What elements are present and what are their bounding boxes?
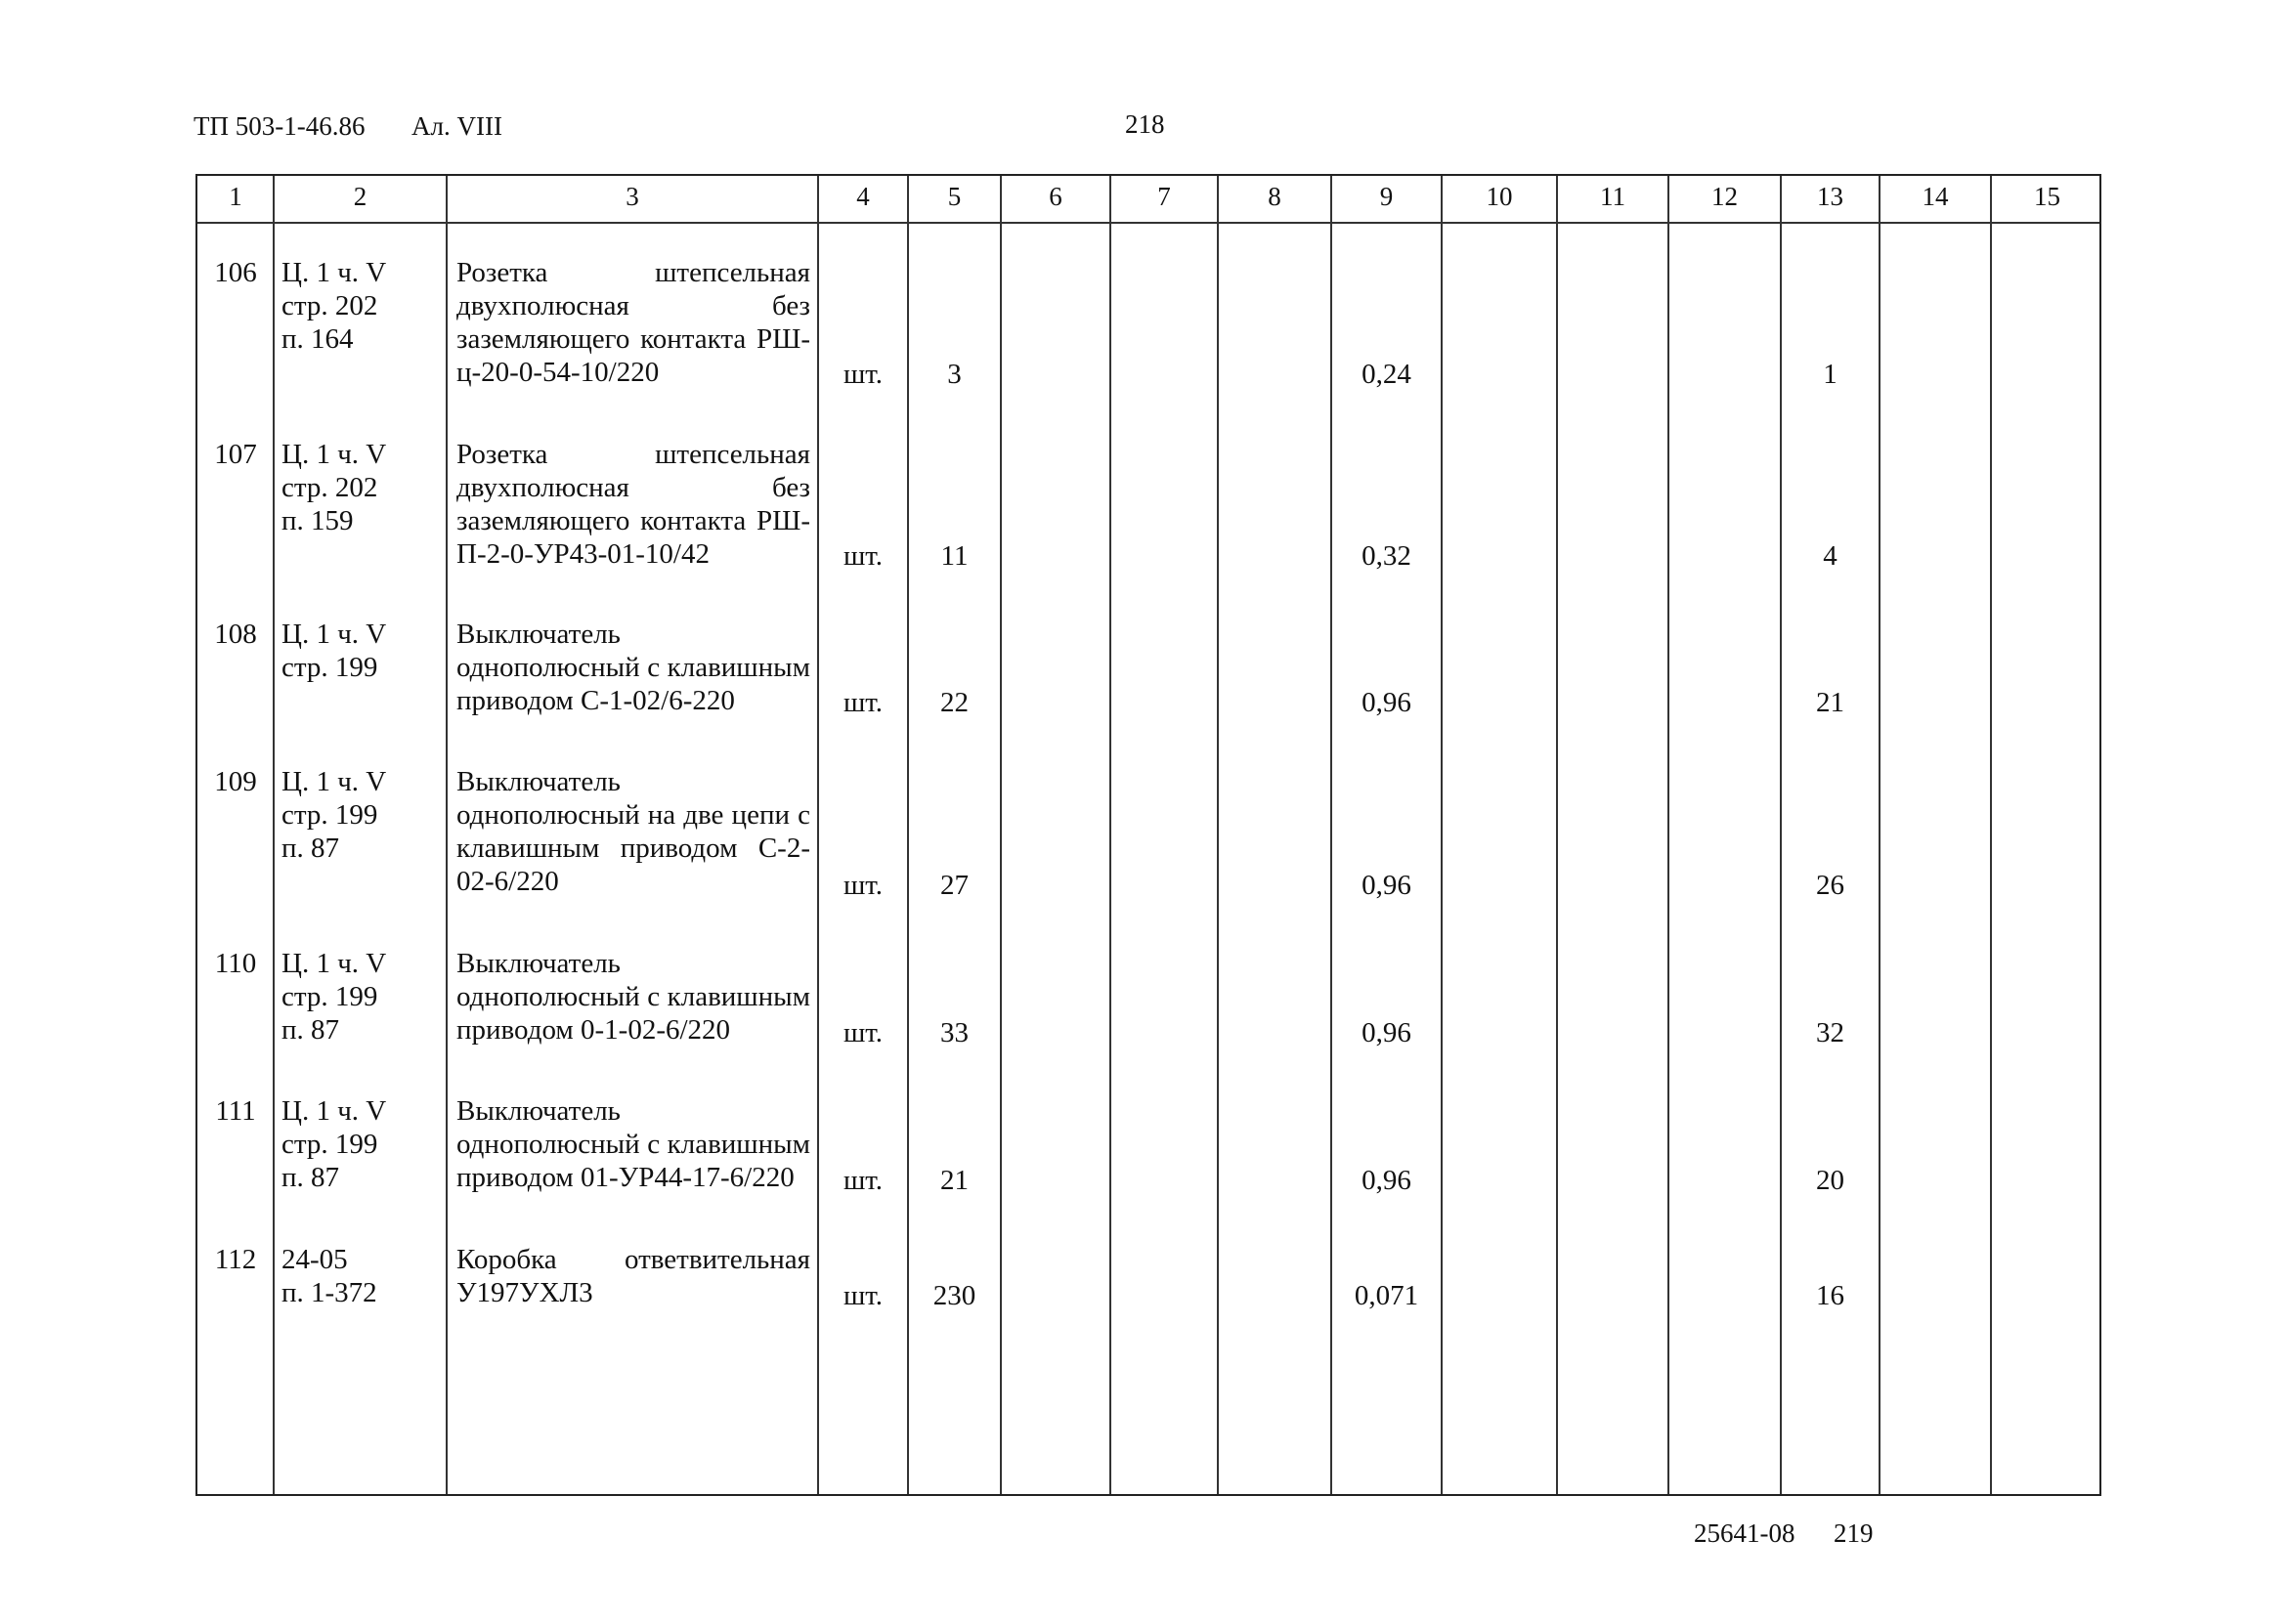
column-13-value: 32 xyxy=(1816,1017,1844,1048)
price-reference-line: п. 87 xyxy=(281,1162,340,1193)
item-description: Выключатель однополюсный с клавишным приводом С-1-02/6-220 xyxy=(456,619,810,716)
column-number-header: 9 xyxy=(1379,182,1394,211)
column-divider xyxy=(273,176,275,1494)
column-divider xyxy=(1667,176,1669,1494)
page-number: 218 xyxy=(1125,109,1165,139)
column-divider xyxy=(1217,176,1219,1494)
row-position-number: 112 xyxy=(214,1244,257,1275)
column-13-value: 4 xyxy=(1823,540,1837,572)
column-9-value: 0,96 xyxy=(1362,687,1411,718)
unit-of-measure: шт. xyxy=(843,687,884,718)
column-13-value: 20 xyxy=(1816,1165,1844,1196)
price-reference-line: стр. 199 xyxy=(281,1129,378,1160)
row-position-number: 108 xyxy=(214,619,257,650)
item-description: Выключатель однополюсный с клавишным приводом 0-1-02-6/220 xyxy=(456,948,810,1046)
column-number-header: 4 xyxy=(856,182,870,211)
column-number-header: 6 xyxy=(1049,182,1062,211)
column-number-header: 7 xyxy=(1157,182,1171,211)
price-reference xyxy=(281,1094,443,1194)
quantity-value: 3 xyxy=(947,359,962,390)
row-position-number: 110 xyxy=(214,948,257,979)
column-9-value: 0,24 xyxy=(1362,359,1411,390)
quantity-value: 33 xyxy=(940,1017,969,1048)
header-divider xyxy=(197,222,2099,224)
price-reference-line: Ц. 1 ч. V xyxy=(281,1095,387,1127)
unit-of-measure: шт. xyxy=(843,1165,884,1196)
row-position-number: 106 xyxy=(214,257,257,288)
price-reference-line: Ц. 1 ч. V xyxy=(281,619,387,650)
quantity-value: 11 xyxy=(940,540,969,572)
document-code: ТП 503-1-46.86 xyxy=(194,111,366,141)
price-reference xyxy=(281,256,443,356)
column-13-value: 1 xyxy=(1823,359,1837,390)
column-number-header: 2 xyxy=(353,182,367,211)
column-number-header: 5 xyxy=(947,182,962,211)
item-description: Выключатель однополюсный с клавишным приводом 01-УР44-17-6/220 xyxy=(456,1095,810,1193)
unit-of-measure: шт. xyxy=(843,1280,884,1311)
price-reference-line: 24-05 xyxy=(281,1244,348,1275)
column-9-value: 0,32 xyxy=(1362,540,1411,572)
price-reference xyxy=(281,618,443,684)
item-description: Розетка штепсельная двухполюсная без заземляющего контакта РШ-ц-20-0-54-10/220 xyxy=(456,257,810,388)
column-13-value: 16 xyxy=(1816,1280,1844,1311)
row-position-number: 107 xyxy=(214,439,257,470)
price-reference-line: п. 164 xyxy=(281,323,354,355)
price-reference-line: п. 159 xyxy=(281,505,354,536)
price-reference xyxy=(281,1243,443,1309)
price-reference-line: стр. 199 xyxy=(281,981,378,1012)
album-number: Ал. VIII xyxy=(411,111,502,141)
column-9-value: 0,96 xyxy=(1362,1165,1411,1196)
column-number-header: 10 xyxy=(1486,182,1513,211)
price-reference-line: п. 87 xyxy=(281,833,340,864)
price-reference-line: стр. 202 xyxy=(281,290,378,321)
column-9-value: 0,96 xyxy=(1362,1017,1411,1048)
column-9-value: 0,96 xyxy=(1362,870,1411,901)
column-number-header: 12 xyxy=(1711,182,1738,211)
item-description: Выключатель однополюсный на две цепи с клавишным приводом С-2-02-6/220 xyxy=(456,766,810,897)
quantity-value: 21 xyxy=(940,1165,969,1196)
price-reference-line: п. 87 xyxy=(281,1014,340,1046)
unit-of-measure: шт. xyxy=(843,359,884,390)
price-reference xyxy=(281,765,443,865)
quantity-value: 230 xyxy=(932,1280,976,1311)
column-number-header: 3 xyxy=(626,182,639,211)
column-number-header: 15 xyxy=(2034,182,2060,211)
price-reference-line: Ц. 1 ч. V xyxy=(281,257,387,288)
column-number-header: 8 xyxy=(1268,182,1281,211)
row-position-number: 109 xyxy=(214,766,257,797)
column-divider xyxy=(1990,176,1992,1494)
item-description: Коробка ответвительная У197УХЛ3 xyxy=(456,1244,810,1308)
specification-table xyxy=(195,174,2101,1496)
column-9-value: 0,071 xyxy=(1354,1280,1419,1311)
price-reference-line: Ц. 1 ч. V xyxy=(281,948,387,979)
column-divider xyxy=(1556,176,1558,1494)
price-reference xyxy=(281,438,443,537)
quantity-value: 27 xyxy=(940,870,969,901)
unit-of-measure: шт. xyxy=(843,1017,884,1048)
column-number-header: 1 xyxy=(229,182,242,211)
footer-page-number: 219 xyxy=(1834,1518,1874,1548)
quantity-value: 22 xyxy=(940,687,969,718)
column-number-header: 11 xyxy=(1600,182,1625,211)
column-13-value: 21 xyxy=(1816,687,1844,718)
unit-of-measure: шт. xyxy=(843,870,884,901)
price-reference-line: стр. 202 xyxy=(281,472,378,503)
price-reference-line: п. 1-372 xyxy=(281,1277,377,1308)
price-reference-line: стр. 199 xyxy=(281,652,378,683)
price-reference-line: Ц. 1 ч. V xyxy=(281,766,387,797)
price-reference xyxy=(281,947,443,1047)
price-reference-line: Ц. 1 ч. V xyxy=(281,439,387,470)
column-divider xyxy=(446,176,448,1494)
column-divider xyxy=(1109,176,1111,1494)
unit-of-measure: шт. xyxy=(843,540,884,572)
column-13-value: 26 xyxy=(1816,870,1844,901)
column-number-header: 13 xyxy=(1817,182,1843,211)
price-reference-line: стр. 199 xyxy=(281,799,378,831)
footer-code: 25641-08 xyxy=(1694,1518,1795,1548)
item-description: Розетка штепсельная двухполюсная без заземляющего контакта РШ-П-2-0-УР43-01-10/42 xyxy=(456,439,810,570)
row-position-number: 111 xyxy=(215,1095,256,1127)
column-number-header: 14 xyxy=(1922,182,1949,211)
